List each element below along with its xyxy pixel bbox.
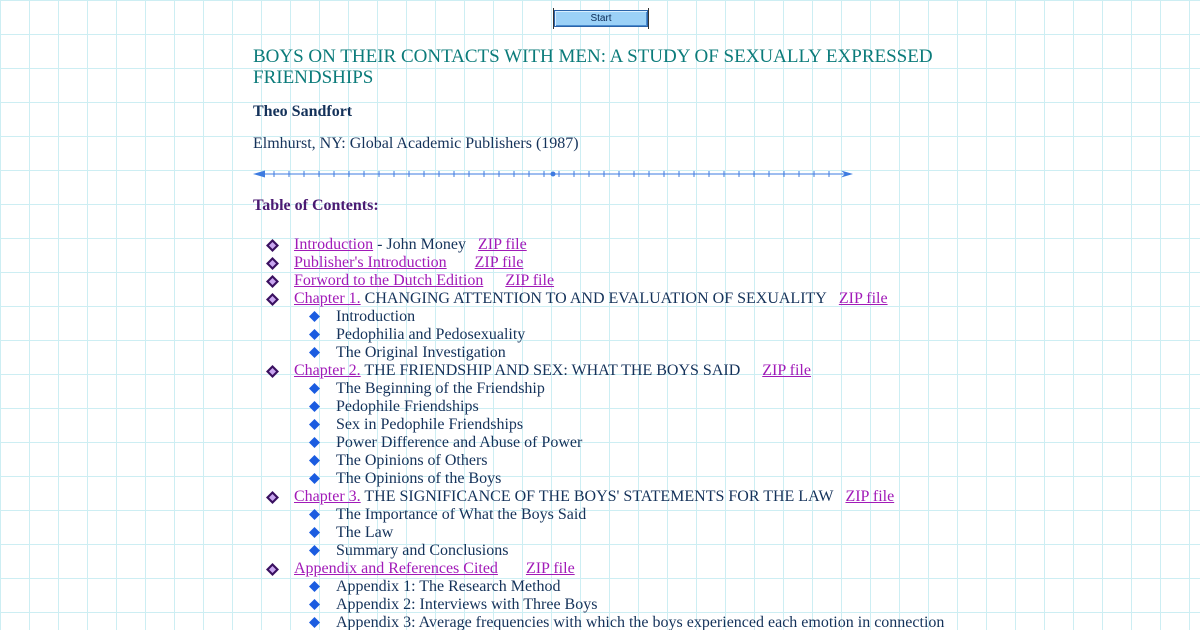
- purple-diamond-bullet-icon: [266, 491, 279, 504]
- table-of-contents: [253, 236, 973, 630]
- book-title: BOYS ON THEIR CONTACTS WITH MEN: A STUDY OF SEXUALLY EXPRESSED FRIENDSHIPS: [253, 46, 933, 88]
- subentry-label: Introduction: [336, 308, 416, 325]
- subentry-label: Appendix 3: Average frequencies with which the boys experienced each emotion in connection: [336, 614, 945, 630]
- toc-subentry: [253, 578, 973, 596]
- toc-entry-appendix: [253, 560, 973, 578]
- subentry-label: Power Difference and Abuse of Power: [336, 434, 583, 451]
- publishers-introduction-link[interactable]: Publisher's Introduction: [294, 254, 447, 271]
- purple-diamond-bullet-icon: [266, 365, 279, 378]
- blue-diamond-bullet-icon: [309, 473, 320, 484]
- arrow-ruler-divider: [253, 168, 853, 180]
- toc-subentry: [253, 326, 973, 344]
- subentry-label: The Importance of What the Boys Said: [336, 506, 587, 523]
- forword-dutch-edition-link[interactable]: Forword to the Dutch Edition: [294, 272, 484, 289]
- subentry-label: The Opinions of Others: [336, 452, 488, 469]
- purple-diamond-bullet-icon: [266, 563, 279, 576]
- blue-diamond-bullet-icon: [309, 599, 320, 610]
- toc-subentry: [253, 416, 973, 434]
- blue-diamond-bullet-icon: [309, 617, 320, 628]
- toc-entry-introduction: [253, 236, 973, 254]
- toc-subentry: [253, 470, 973, 488]
- purple-diamond-bullet-icon: [266, 293, 279, 306]
- blue-diamond-bullet-icon: [309, 401, 320, 412]
- toc-subentry: [253, 614, 973, 630]
- subentry-label: The Original Investigation: [336, 344, 506, 361]
- subentry-label: The Opinions of the Boys: [336, 470, 502, 487]
- chapter-2-link[interactable]: Chapter 2.: [294, 362, 361, 379]
- introduction-link[interactable]: Introduction: [294, 236, 374, 253]
- publisher-info: Elmhurst, NY: Global Academic Publishers (1987): [253, 135, 579, 152]
- toc-entry-chapter-3: [253, 488, 973, 506]
- zip-file-link[interactable]: ZIP file: [477, 236, 527, 253]
- purple-diamond-bullet-icon: [266, 257, 279, 270]
- toc-subentry: [253, 596, 973, 614]
- toc-subentry: [253, 434, 973, 452]
- purple-diamond-bullet-icon: [266, 275, 279, 288]
- zip-file-link[interactable]: ZIP file: [762, 362, 811, 379]
- blue-diamond-bullet-icon: [309, 311, 320, 322]
- zip-file-link[interactable]: ZIP file: [838, 290, 888, 307]
- subentry-label: The Law: [336, 524, 394, 541]
- blue-diamond-bullet-icon: [309, 329, 320, 340]
- toc-subentry: [253, 344, 973, 362]
- blue-diamond-bullet-icon: [309, 347, 320, 358]
- purple-diamond-bullet-icon: [266, 239, 279, 252]
- author-name: Theo Sandfort: [253, 103, 353, 120]
- subentry-label: Summary and Conclusions: [336, 542, 509, 559]
- blue-diamond-bullet-icon: [309, 527, 320, 538]
- toc-entry-chapter-1: [253, 290, 973, 308]
- blue-diamond-bullet-icon: [309, 437, 320, 448]
- toc-subentry: [253, 452, 973, 470]
- toc-entry-publishers-introduction: [253, 254, 973, 272]
- blue-diamond-bullet-icon: [309, 545, 320, 556]
- toc-subentry: [253, 542, 973, 560]
- zip-file-link[interactable]: ZIP file: [845, 488, 895, 505]
- blue-diamond-bullet-icon: [309, 581, 320, 592]
- chapter-title: CHANGING ATTENTION TO AND EVALUATION OF SEXUALITY: [360, 290, 827, 307]
- toc-subentry: [253, 506, 973, 524]
- main-content: [253, 46, 973, 630]
- toc-subentry: [253, 524, 973, 542]
- zip-file-link[interactable]: ZIP file: [474, 254, 524, 271]
- chapter-title: THE FRIENDSHIP AND SEX: WHAT THE BOYS SAID: [360, 362, 741, 379]
- toc-subentry: [253, 308, 973, 326]
- subentry-label: Pedophile Friendships: [336, 398, 479, 415]
- blue-diamond-bullet-icon: [309, 383, 320, 394]
- chapter-1-link[interactable]: Chapter 1.: [294, 290, 361, 307]
- blue-diamond-bullet-icon: [309, 455, 320, 466]
- toc-subentry: [253, 380, 973, 398]
- toc-subentry: [253, 398, 973, 416]
- appendix-references-link[interactable]: Appendix and References Cited: [294, 560, 498, 577]
- chapter-3-link[interactable]: Chapter 3.: [294, 488, 361, 505]
- subentry-label: Pedophilia and Pedosexuality: [336, 326, 526, 343]
- subentry-label: Sex in Pedophile Friendships: [336, 416, 524, 433]
- subentry-label: Appendix 2: Interviews with Three Boys: [336, 596, 598, 613]
- blue-diamond-bullet-icon: [309, 509, 320, 520]
- subentry-label: Appendix 1: The Research Method: [336, 578, 561, 595]
- subentry-label: The Beginning of the Friendship: [336, 380, 545, 397]
- toc-entry-forword: [253, 272, 973, 290]
- toc-entry-text: - John Money: [373, 236, 466, 253]
- start-button[interactable]: Start: [554, 10, 648, 27]
- blue-diamond-bullet-icon: [309, 419, 320, 430]
- chapter-title: THE SIGNIFICANCE OF THE BOYS' STATEMENTS FOR THE LAW: [360, 488, 834, 505]
- toc-heading: Table of Contents:: [253, 197, 379, 214]
- toc-entry-chapter-2: [253, 362, 973, 380]
- zip-file-link[interactable]: ZIP file: [525, 560, 575, 577]
- zip-file-link[interactable]: ZIP file: [505, 272, 555, 289]
